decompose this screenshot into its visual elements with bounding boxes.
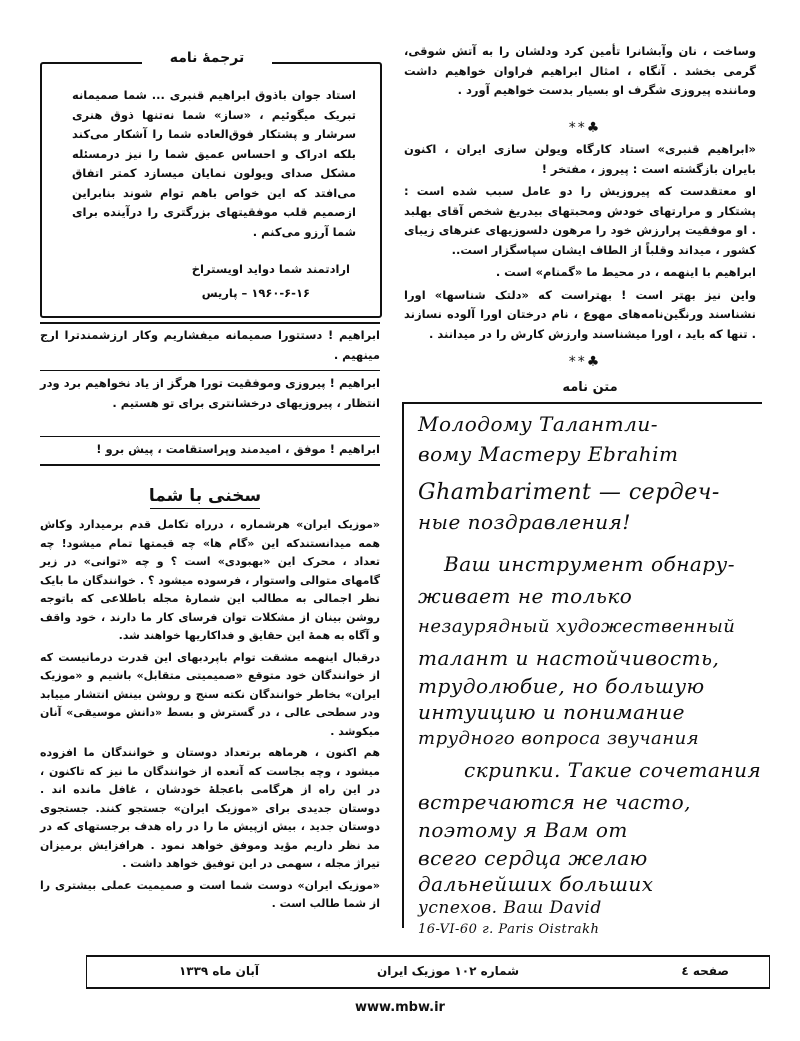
separator-clubs-1: ♣** <box>568 120 602 136</box>
divider-line <box>40 464 380 466</box>
letter-line-6: живает не только <box>418 584 633 608</box>
separator-clubs-2: ♣** <box>568 354 602 370</box>
letter-line-12: скрипки. Такие сочетания <box>464 758 762 782</box>
editorial-body <box>40 516 380 917</box>
editorial-paragraph-3: هم اکنون ، هرماهه برتعداد دوستان و خوانندگان ما افزوده میشود ، وچه بجاست که آنعده از خوانندگان ما نیز که تاکنون ، در این راه از هرگامی باعجلهٔ خودشان ، غافل مانده اند . دوستان جدیدی برای «موزیک ایران» جستجو کنند. جستجوی دوستان جدید ، بیش ازپیش ما را در راه هدف برجستهای که در مد نظر داریم مؤید وموفق خواهد نمود . هرافزایش برمیزان تیراژ مجله ، سهمی در این توفیق خواهد داشت . <box>40 746 380 870</box>
wish-1: ابراهیم ! دستتورا صمیمانه میفشاریم وکار ارزشمندترا ارج مینهیم . <box>40 328 380 362</box>
footer-bar <box>86 955 770 989</box>
editorial-title-underline <box>150 508 260 509</box>
body-paragraph-3: ابراهیم با اینهمه ، در محیط ما «گمنام» است . <box>495 265 756 279</box>
divider-line <box>40 370 380 371</box>
wish-2: ابراهیم ! پیروزی وموفقیت تورا هرگز از یاد نخواهیم برد ودر انتظار ، پیروزیهای درخشانتری برای تو هستیم . <box>40 376 380 410</box>
body-paragraph-4: واین نیز بهتر است ! بهتراست که «دلتک شناسها» اورا نشناسند ورنگین‌نامه‌های مهوع ، نام درختان اورا آلوده نسازند . تنها که باید ، اورا میشناسند وارزش کارش را در میدانند . <box>404 287 756 341</box>
letter-line-8: талант и настойчивость, <box>418 646 720 670</box>
website-link[interactable]: www.mbw.ir <box>355 1000 445 1015</box>
editorial-title: سخنی با شما <box>148 486 262 506</box>
editorial-paragraph-4: «موزیک ایران» دوست شما است و صمیمیت عملی بیشتری را از شما طالب است . <box>40 878 380 910</box>
translation-box <box>40 62 382 318</box>
footer-issue: شماره ۱۰۲ موزیک ایران <box>377 964 519 978</box>
body-paragraph-2: او معتقدست که پیروزیش را دو عامل سبب شده است : پشتکار و مرارتهای خودش ومحبتهای بیدریغ شخص آقای بهلبد . او موفقیت پرارزش خود را مرهون دلسوزیهای عنرهای زیبای کشور ، میداند وقلباً از الطاف ایشان سپاسگزار است.. <box>404 184 756 257</box>
top-right-intro <box>404 42 756 104</box>
letter-line-14: поэтому я Вам от <box>418 818 628 842</box>
footer-page-number: صفحه ٤ <box>681 964 729 978</box>
letter-title: متن نامه <box>545 380 635 395</box>
letter-line-11: трудного вопроса звучания <box>418 728 700 749</box>
letter-panel <box>402 402 762 937</box>
top-right-body <box>404 140 756 347</box>
letter-line-17: успехов. Ваш David <box>418 898 602 918</box>
letter-line-10: интуицию и понимание <box>418 700 685 724</box>
body-paragraph-1: «ابراهیم قنبری» استاد کارگاه ویولن سازی ایران ، اکنون بایران بازگشته است : پیروز ، مفتخر ! <box>404 142 756 176</box>
letter-line-13: встречаются не часто, <box>418 790 691 814</box>
letter-line-2: вому Мастеру Ebrahim <box>418 442 679 466</box>
letter-line-5: Ваш инструмент обнару- <box>444 552 735 576</box>
intro-paragraph: وساخت ، نان وآبشانرا تأمین کرد ودلشان را به آتش شوقی، گرمی بخشد . آنگاه ، امثال ابراهیم فراوان خواهیم داشت وماننده پیروزی شگرف او بسیار بدست خواهیم آورد . <box>404 44 756 97</box>
translation-title: ترجمهٔ نامه <box>142 50 272 66</box>
letter-line-7: незаурядный художественный <box>418 616 736 637</box>
translation-signature: ارادتمند شما دوايد اويستراخ <box>191 262 350 276</box>
footer-date: آبان ماه ۱۳۳۹ <box>178 964 259 978</box>
letter-line-3: Ghambariment — сердеч- <box>418 480 720 505</box>
translation-date: ۱۹۶۰-۶-۱۶ – پاریس <box>201 286 310 300</box>
divider-line <box>40 322 380 324</box>
translation-text: استاد جوان باذوق ابراهیم قنبری ... شما صمیمانه تبریک میگوئیم ، «ساز» شما نه‌تنها ذوق هنری سرشار و پشتکار فوق‌العاده شما را آشکار می‌کند بلکه ادراک و احساس عمیق شما را نیز درمسئله مشکل صدای ویولون نمایان میسازد کمتر اتفاق می‌افتد که این خواص باهم توام شوند بنابراین ازصمیم قلب موفقیتهای بزرگتری را درآینده برای شما آرزو می‌کنم . <box>72 88 356 239</box>
letter-line-9: трудолюбие, но большую <box>418 674 705 698</box>
editorial-paragraph-1: «موزیک ایران» هرشماره ، درراه تکامل قدم برمیدارد وکاش همه میدانستندکه این «گام ها» چه قیمتها تمام میشود! چه تعداد ، محرک این «بهبودی» است ؟ و چه «توانی» در زیر گامهای متوالی واستوار ، فرسوده میشود ؟ . خوانندگان ما بایک نظر اجمالی به مطالب این شمارهٔ مجله باطلاعی که باتوجه روشن بینان از مشکلات توان فرسای کار ما دارند ، خود واقف و آگاه به همهٔ این حقایق و فداکاریها خواهند شد. <box>40 518 380 642</box>
editorial-paragraph-2: درقبال اینهمه مشقت توام باپردبهای این قدرت درمانیست که از خوانندگان خود متوقع «صمیمیتی متقابل» باشیم و «موزیک ایران» بخاطر خوانندگان نکته سنج و روشن بینش انتشار مییابد ودر سطحی عالی ، در گسترش و بسط «دانش موسیقی» آنان میکوشد . <box>40 650 380 738</box>
letter-line-16: дальнейших больших <box>418 872 654 896</box>
wish-3: ابراهیم ! موفق ، امیدمند وپراستقامت ، پیش برو ! <box>96 442 380 456</box>
letter-line-1: Молодому Талантли- <box>418 412 658 436</box>
divider-line <box>40 436 380 437</box>
letter-line-15: всего сердца желаю <box>418 846 648 870</box>
letter-line-18: 16-VI-60 г. Paris Oistrakh <box>418 922 600 937</box>
letter-line-4: ные поздравления! <box>418 510 631 534</box>
